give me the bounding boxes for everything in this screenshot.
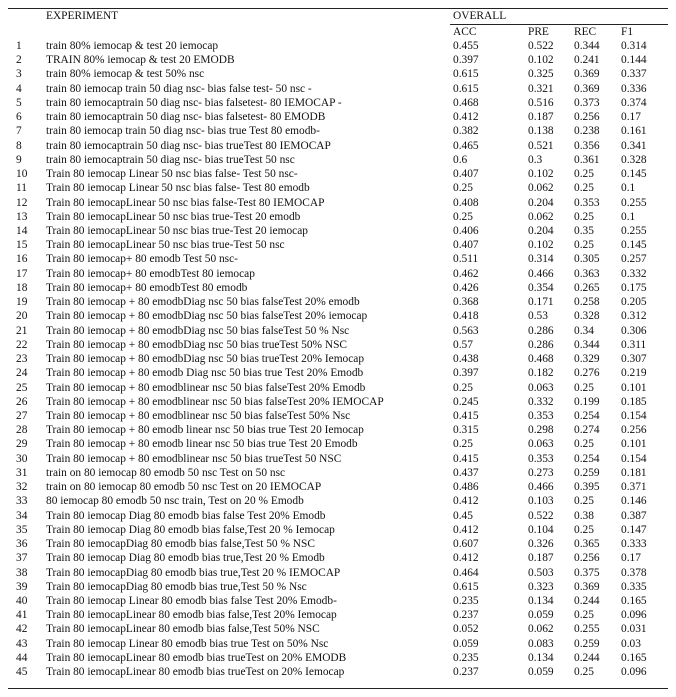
row-number: 1 (16, 40, 22, 52)
row-acc: 0.382 (453, 125, 479, 138)
row-rec: 0.254 (574, 452, 600, 465)
row-experiment: Train 80 iemocap + 80 emodb linear nsc 50 bias true Test 20 Iemocap (46, 424, 364, 437)
row-pre: 0.102 (528, 54, 554, 67)
row-f1: 0.145 (621, 168, 647, 181)
row-rec: 0.265 (574, 281, 600, 294)
row-number: 33 (16, 495, 28, 508)
row-experiment: train on 80 iemocap 80 emodb 50 nsc Test on 20 IEMOCAP (46, 481, 322, 494)
row-f1: 0.154 (621, 409, 647, 422)
row-f1: 0.165 (621, 594, 647, 607)
row-rec: 0.25 (574, 609, 594, 622)
row-number: 32 (16, 481, 28, 494)
row-acc: 0.407 (453, 168, 479, 181)
row-acc: 0.415 (453, 452, 479, 465)
row-rec: 0.395 (574, 481, 600, 494)
row-pre: 0.102 (528, 239, 554, 252)
row-experiment: train 80 iemocap train 50 diag nsc- bias false test- 50 nsc - (46, 82, 312, 95)
row-f1: 0.256 (621, 424, 647, 437)
row-f1: 0.161 (621, 125, 647, 138)
row-f1: 0.255 (621, 196, 647, 209)
row-f1: 0.144 (621, 54, 647, 67)
row-pre: 0.468 (528, 353, 554, 366)
row-pre: 0.503 (528, 566, 554, 579)
row-experiment: Train 80 iemocapLinear 50 nsc bias true-Test 20 emodb (46, 210, 301, 223)
row-acc: 0.408 (453, 196, 479, 209)
row-number: 14 (16, 224, 28, 237)
row-experiment: Train 80 iemocap + 80 emodbDiag nsc 50 bias falseTest 50 % Nsc (46, 324, 350, 337)
row-pre: 0.187 (528, 111, 554, 124)
row-rec: 0.258 (574, 296, 600, 309)
row-pre: 0.134 (528, 651, 554, 664)
row-number: 26 (16, 395, 28, 408)
row-rec: 0.363 (574, 267, 600, 280)
row-acc: 0.486 (453, 481, 479, 494)
row-experiment: Train 80 iemocap + 80 emodb linear nsc 50 bias true Test 20 Emodb (46, 438, 358, 451)
row-f1: 0.312 (621, 310, 647, 323)
row-pre: 0.286 (528, 324, 554, 337)
row-number: 24 (16, 367, 28, 380)
row-number: 42 (16, 623, 28, 636)
row-f1: 0.219 (621, 367, 647, 380)
row-number: 34 (16, 509, 28, 522)
row-f1: 0.255 (621, 224, 647, 237)
row-acc: 0.455 (453, 40, 479, 52)
row-acc: 0.25 (453, 182, 473, 195)
row-acc: 0.235 (453, 651, 479, 664)
row-rec: 0.25 (574, 168, 594, 181)
row-pre: 0.083 (528, 637, 554, 650)
row-f1: 0.205 (621, 296, 647, 309)
row-f1: 0.101 (621, 381, 647, 394)
overall-underline (450, 24, 668, 25)
row-number: 21 (16, 324, 28, 337)
row-pre: 0.332 (528, 395, 554, 408)
row-acc: 0.407 (453, 239, 479, 252)
row-number: 15 (16, 239, 28, 252)
row-pre: 0.522 (528, 40, 554, 52)
row-rec: 0.256 (574, 111, 600, 124)
row-rec: 0.369 (574, 580, 600, 593)
row-rec: 0.25 (574, 666, 594, 679)
row-f1: 0.17 (621, 111, 641, 124)
row-rec: 0.25 (574, 438, 594, 451)
row-f1: 0.181 (621, 466, 647, 479)
row-pre: 0.298 (528, 424, 554, 437)
row-number: 23 (16, 353, 28, 366)
row-acc: 0.607 (453, 538, 479, 551)
header-f1: F1 (621, 26, 634, 38)
header-pre: PRE (528, 26, 549, 38)
row-acc: 0.426 (453, 281, 479, 294)
row-pre: 0.187 (528, 552, 554, 565)
row-number: 17 (16, 267, 28, 280)
row-f1: 0.337 (621, 68, 647, 81)
row-experiment: train 80 iemocap train 50 diag nsc- bias true Test 80 emodb- (46, 125, 320, 138)
row-f1: 0.374 (621, 96, 647, 109)
row-pre: 0.063 (528, 438, 554, 451)
row-f1: 0.307 (621, 353, 647, 366)
row-acc: 0.397 (453, 367, 479, 380)
row-experiment: Train 80 iemocap + 80 emodbDiag nsc 50 bias falseTest 20% iemocap (46, 310, 368, 323)
row-rec: 0.25 (574, 381, 594, 394)
row-rec: 0.255 (574, 623, 600, 636)
row-pre: 0.062 (528, 210, 554, 223)
row-acc: 0.412 (453, 111, 479, 124)
row-number: 2 (16, 54, 22, 67)
row-acc: 0.438 (453, 353, 479, 366)
row-number: 19 (16, 296, 28, 309)
row-experiment: train on 80 iemocap 80 emodb 50 nsc Test on 50 nsc (46, 466, 286, 479)
row-experiment: Train 80 iemocap Linear 50 nsc bias false- Test 50 nsc- (46, 168, 298, 181)
row-acc: 0.6 (453, 153, 468, 166)
row-rec: 0.365 (574, 538, 600, 551)
row-experiment: Train 80 iemocapDiag 80 emodb bias false,Test 50 % NSC (46, 538, 315, 551)
row-number: 27 (16, 409, 28, 422)
row-experiment: train 80% iemocap & test 50% nsc (46, 68, 205, 81)
row-pre: 0.466 (528, 481, 554, 494)
row-f1: 0.165 (621, 651, 647, 664)
row-rec: 0.344 (574, 338, 600, 351)
row-pre: 0.103 (528, 495, 554, 508)
row-experiment: 80 iemocap 80 emodb 50 nsc train, Test on 20 % Emodb (46, 495, 304, 508)
row-f1: 0.314 (621, 40, 647, 52)
row-experiment: Train 80 iemocap Diag 80 emodb bias false Test 20% Emodb (46, 509, 326, 522)
row-number: 3 (16, 68, 22, 81)
row-number: 31 (16, 466, 28, 479)
row-f1: 0.257 (621, 253, 647, 266)
row-number: 12 (16, 196, 28, 209)
row-f1: 0.336 (621, 82, 647, 95)
row-acc: 0.368 (453, 296, 479, 309)
row-f1: 0.101 (621, 438, 647, 451)
row-pre: 0.062 (528, 182, 554, 195)
row-f1: 0.332 (621, 267, 647, 280)
row-f1: 0.333 (621, 538, 647, 551)
row-pre: 0.134 (528, 594, 554, 607)
row-acc: 0.059 (453, 637, 479, 650)
row-experiment: Train 80 iemocap Linear 80 emodb bias true Test on 50% Nsc (46, 637, 329, 650)
row-experiment: Train 80 iemocapLinear 80 emodb bias trueTest on 20% Iemocap (46, 666, 345, 679)
row-f1: 0.17 (621, 552, 641, 565)
row-pre: 0.062 (528, 623, 554, 636)
row-acc: 0.315 (453, 424, 479, 437)
row-pre: 0.3 (528, 153, 543, 166)
row-experiment: Train 80 iemocap + 80 emodbDiag nsc 50 bias falseTest 20% emodb (46, 296, 360, 309)
row-experiment: Train 80 iemocap+ 80 emodbTest 80 iemocap (46, 267, 255, 280)
row-experiment: Train 80 iemocapLinear 80 emodb bias false,Test 20% Iemocap (46, 609, 337, 622)
row-number: 20 (16, 310, 28, 323)
row-pre: 0.059 (528, 609, 554, 622)
row-acc: 0.412 (453, 495, 479, 508)
row-pre: 0.516 (528, 96, 554, 109)
row-number: 16 (16, 253, 28, 266)
row-acc: 0.245 (453, 395, 479, 408)
row-f1: 0.328 (621, 153, 647, 166)
row-acc: 0.511 (453, 253, 479, 266)
row-number: 35 (16, 523, 28, 536)
row-f1: 0.185 (621, 395, 647, 408)
row-f1: 0.031 (621, 623, 647, 636)
row-number: 11 (16, 182, 27, 195)
row-acc: 0.464 (453, 566, 479, 579)
row-number: 5 (16, 96, 22, 109)
row-acc: 0.25 (453, 381, 473, 394)
row-experiment: Train 80 iemocap Diag 80 emodb bias true,Test 20 % Emodb (46, 552, 325, 565)
row-f1: 0.145 (621, 239, 647, 252)
row-experiment: Train 80 iemocap + 80 emodbDiag nsc 50 bias trueTest 20% Iemocap (46, 353, 365, 366)
row-rec: 0.25 (574, 495, 594, 508)
row-f1: 0.311 (621, 338, 647, 351)
row-experiment: Train 80 iemocapDiag 80 emodb bias true,Test 20 % IEMOCAP (46, 566, 341, 579)
row-acc: 0.465 (453, 139, 479, 152)
row-f1: 0.175 (621, 281, 647, 294)
row-rec: 0.238 (574, 125, 600, 138)
row-acc: 0.25 (453, 438, 473, 451)
row-pre: 0.273 (528, 466, 554, 479)
row-acc: 0.237 (453, 609, 479, 622)
row-number: 29 (16, 438, 28, 451)
row-acc: 0.615 (453, 580, 479, 593)
row-experiment: train 80 iemocaptrain 50 diag nsc- bias trueTest 50 nsc (46, 153, 295, 166)
row-acc: 0.468 (453, 96, 479, 109)
row-rec: 0.256 (574, 552, 600, 565)
row-f1: 0.1 (621, 210, 636, 223)
row-experiment: Train 80 iemocapLinear 80 emodb bias false,Test 50% NSC (46, 623, 320, 636)
row-acc: 0.235 (453, 594, 479, 607)
row-experiment: Train 80 iemocap Linear 50 nsc bias false- Test 80 emodb (46, 182, 310, 195)
row-pre: 0.321 (528, 82, 554, 95)
row-experiment: Train 80 iemocap + 80 emodblinear nsc 50 bias falseTest 20% IEMOCAP (46, 395, 384, 408)
row-acc: 0.397 (453, 54, 479, 67)
row-experiment: Train 80 iemocapLinear 50 nsc bias true-Test 50 nsc (46, 239, 285, 252)
row-experiment: Train 80 iemocap Linear 80 emodb bias false Test 20% Emodb- (46, 594, 337, 607)
row-number: 9 (16, 153, 22, 166)
row-rec: 0.329 (574, 353, 600, 366)
row-pre: 0.522 (528, 509, 554, 522)
row-rec: 0.344 (574, 40, 600, 52)
row-pre: 0.353 (528, 452, 554, 465)
row-rec: 0.199 (574, 395, 600, 408)
row-pre: 0.204 (528, 196, 554, 209)
row-number: 8 (16, 139, 22, 152)
row-pre: 0.466 (528, 267, 554, 280)
row-rec: 0.369 (574, 82, 600, 95)
row-rec: 0.244 (574, 651, 600, 664)
row-rec: 0.38 (574, 509, 594, 522)
header-experiment: EXPERIMENT (46, 10, 119, 22)
bottom-rule (8, 688, 668, 689)
header-acc: ACC (453, 26, 477, 38)
row-experiment: Train 80 iemocap+ 80 emodbTest 80 emodb (46, 281, 248, 294)
row-number: 6 (16, 111, 22, 124)
row-acc: 0.563 (453, 324, 479, 337)
row-pre: 0.104 (528, 523, 554, 536)
row-number: 28 (16, 424, 28, 437)
row-acc: 0.437 (453, 466, 479, 479)
row-number: 25 (16, 381, 28, 394)
row-experiment: Train 80 iemocapLinear 50 nsc bias false-Test 80 IEMOCAP (46, 196, 325, 209)
header-rec: REC (574, 26, 597, 38)
row-acc: 0.418 (453, 310, 479, 323)
row-number: 7 (16, 125, 22, 138)
row-f1: 0.371 (621, 481, 647, 494)
row-acc: 0.406 (453, 224, 479, 237)
row-experiment: train 80% iemocap & test 20 iemocap (46, 40, 219, 52)
row-f1: 0.306 (621, 324, 647, 337)
row-pre: 0.102 (528, 168, 554, 181)
row-rec: 0.244 (574, 594, 600, 607)
row-rec: 0.25 (574, 210, 594, 223)
row-number: 4 (16, 82, 22, 95)
row-acc: 0.25 (453, 210, 473, 223)
row-experiment: Train 80 iemocap + 80 emodbDiag nsc 50 bias trueTest 50% NSC (46, 338, 348, 351)
row-number: 40 (16, 594, 28, 607)
row-acc: 0.615 (453, 68, 479, 81)
row-rec: 0.34 (574, 324, 594, 337)
row-pre: 0.53 (528, 310, 548, 323)
row-experiment: Train 80 iemocap + 80 emodblinear nsc 50 bias trueTest 50 NSC (46, 452, 342, 465)
row-f1: 0.387 (621, 509, 647, 522)
row-f1: 0.096 (621, 609, 647, 622)
row-rec: 0.254 (574, 409, 600, 422)
row-acc: 0.415 (453, 409, 479, 422)
row-number: 30 (16, 452, 28, 465)
row-acc: 0.237 (453, 666, 479, 679)
row-acc: 0.45 (453, 509, 473, 522)
row-f1: 0.378 (621, 566, 647, 579)
row-f1: 0.341 (621, 139, 647, 152)
row-number: 45 (16, 666, 28, 679)
row-experiment: Train 80 iemocap + 80 emodblinear nsc 50 bias falseTest 50% Nsc (46, 409, 351, 422)
row-rec: 0.259 (574, 637, 600, 650)
row-rec: 0.305 (574, 253, 600, 266)
row-f1: 0.147 (621, 523, 647, 536)
row-pre: 0.138 (528, 125, 554, 138)
row-experiment: Train 80 iemocap + 80 emodblinear nsc 50 bias falseTest 20% Emodb (46, 381, 366, 394)
row-f1: 0.1 (621, 182, 636, 195)
row-experiment: train 80 iemocaptrain 50 diag nsc- bias falsetest- 80 IEMOCAP - (46, 96, 342, 109)
row-rec: 0.25 (574, 182, 594, 195)
row-pre: 0.326 (528, 538, 554, 551)
row-f1: 0.096 (621, 666, 647, 679)
row-pre: 0.325 (528, 68, 554, 81)
row-rec: 0.259 (574, 466, 600, 479)
row-pre: 0.314 (528, 253, 554, 266)
row-number: 36 (16, 538, 28, 551)
row-acc: 0.412 (453, 552, 479, 565)
row-f1: 0.335 (621, 580, 647, 593)
row-f1: 0.146 (621, 495, 647, 508)
row-experiment: TRAIN 80% iemocap & test 20 EMODB (46, 54, 235, 67)
row-rec: 0.361 (574, 153, 600, 166)
row-number: 41 (16, 609, 28, 622)
row-pre: 0.204 (528, 224, 554, 237)
row-pre: 0.182 (528, 367, 554, 380)
row-rec: 0.375 (574, 566, 600, 579)
row-experiment: Train 80 iemocapLinear 50 nsc bias true-Test 20 iemocap (46, 224, 308, 237)
row-number: 18 (16, 281, 28, 294)
row-pre: 0.286 (528, 338, 554, 351)
row-rec: 0.356 (574, 139, 600, 152)
row-rec: 0.274 (574, 424, 600, 437)
row-number: 10 (16, 168, 28, 181)
row-experiment: Train 80 iemocapLinear 80 emodb bias trueTest on 20% EMODB (46, 651, 347, 664)
row-rec: 0.241 (574, 54, 600, 67)
row-pre: 0.521 (528, 139, 554, 152)
row-acc: 0.412 (453, 523, 479, 536)
row-acc: 0.052 (453, 623, 479, 636)
row-f1: 0.154 (621, 452, 647, 465)
row-experiment: train 80 iemocaptrain 50 diag nsc- bias falsetest- 80 EMODB (46, 111, 326, 124)
row-pre: 0.323 (528, 580, 554, 593)
row-acc: 0.57 (453, 338, 473, 351)
row-rec: 0.25 (574, 523, 594, 536)
row-acc: 0.462 (453, 267, 479, 280)
row-number: 38 (16, 566, 28, 579)
row-acc: 0.615 (453, 82, 479, 95)
row-number: 37 (16, 552, 28, 565)
row-experiment: Train 80 iemocap+ 80 emodb Test 50 nsc- (46, 253, 238, 266)
row-rec: 0.35 (574, 224, 594, 237)
row-pre: 0.063 (528, 381, 554, 394)
row-number: 39 (16, 580, 28, 593)
row-experiment: train 80 iemocaptrain 50 diag nsc- bias trueTest 80 IEMOCAP (46, 139, 331, 152)
row-rec: 0.328 (574, 310, 600, 323)
row-experiment: Train 80 iemocap + 80 emodb Diag nsc 50 bias true Test 20% Emodb (46, 367, 364, 380)
row-experiment: Train 80 iemocap Diag 80 emodb bias false,Test 20 % Iemocap (46, 523, 335, 536)
row-f1: 0.03 (621, 637, 641, 650)
row-rec: 0.25 (574, 239, 594, 252)
row-pre: 0.059 (528, 666, 554, 679)
row-rec: 0.353 (574, 196, 600, 209)
row-pre: 0.171 (528, 296, 554, 309)
row-number: 22 (16, 338, 28, 351)
row-number: 13 (16, 210, 28, 223)
row-pre: 0.353 (528, 409, 554, 422)
row-pre: 0.354 (528, 281, 554, 294)
row-number: 43 (16, 637, 28, 650)
row-experiment: Train 80 iemocapDiag 80 emodb bias true,Test 50 % Nsc (46, 580, 307, 593)
row-number: 44 (16, 651, 28, 664)
header-overall: OVERALL (453, 10, 507, 22)
row-rec: 0.276 (574, 367, 600, 380)
row-rec: 0.369 (574, 68, 600, 81)
row-rec: 0.373 (574, 96, 600, 109)
